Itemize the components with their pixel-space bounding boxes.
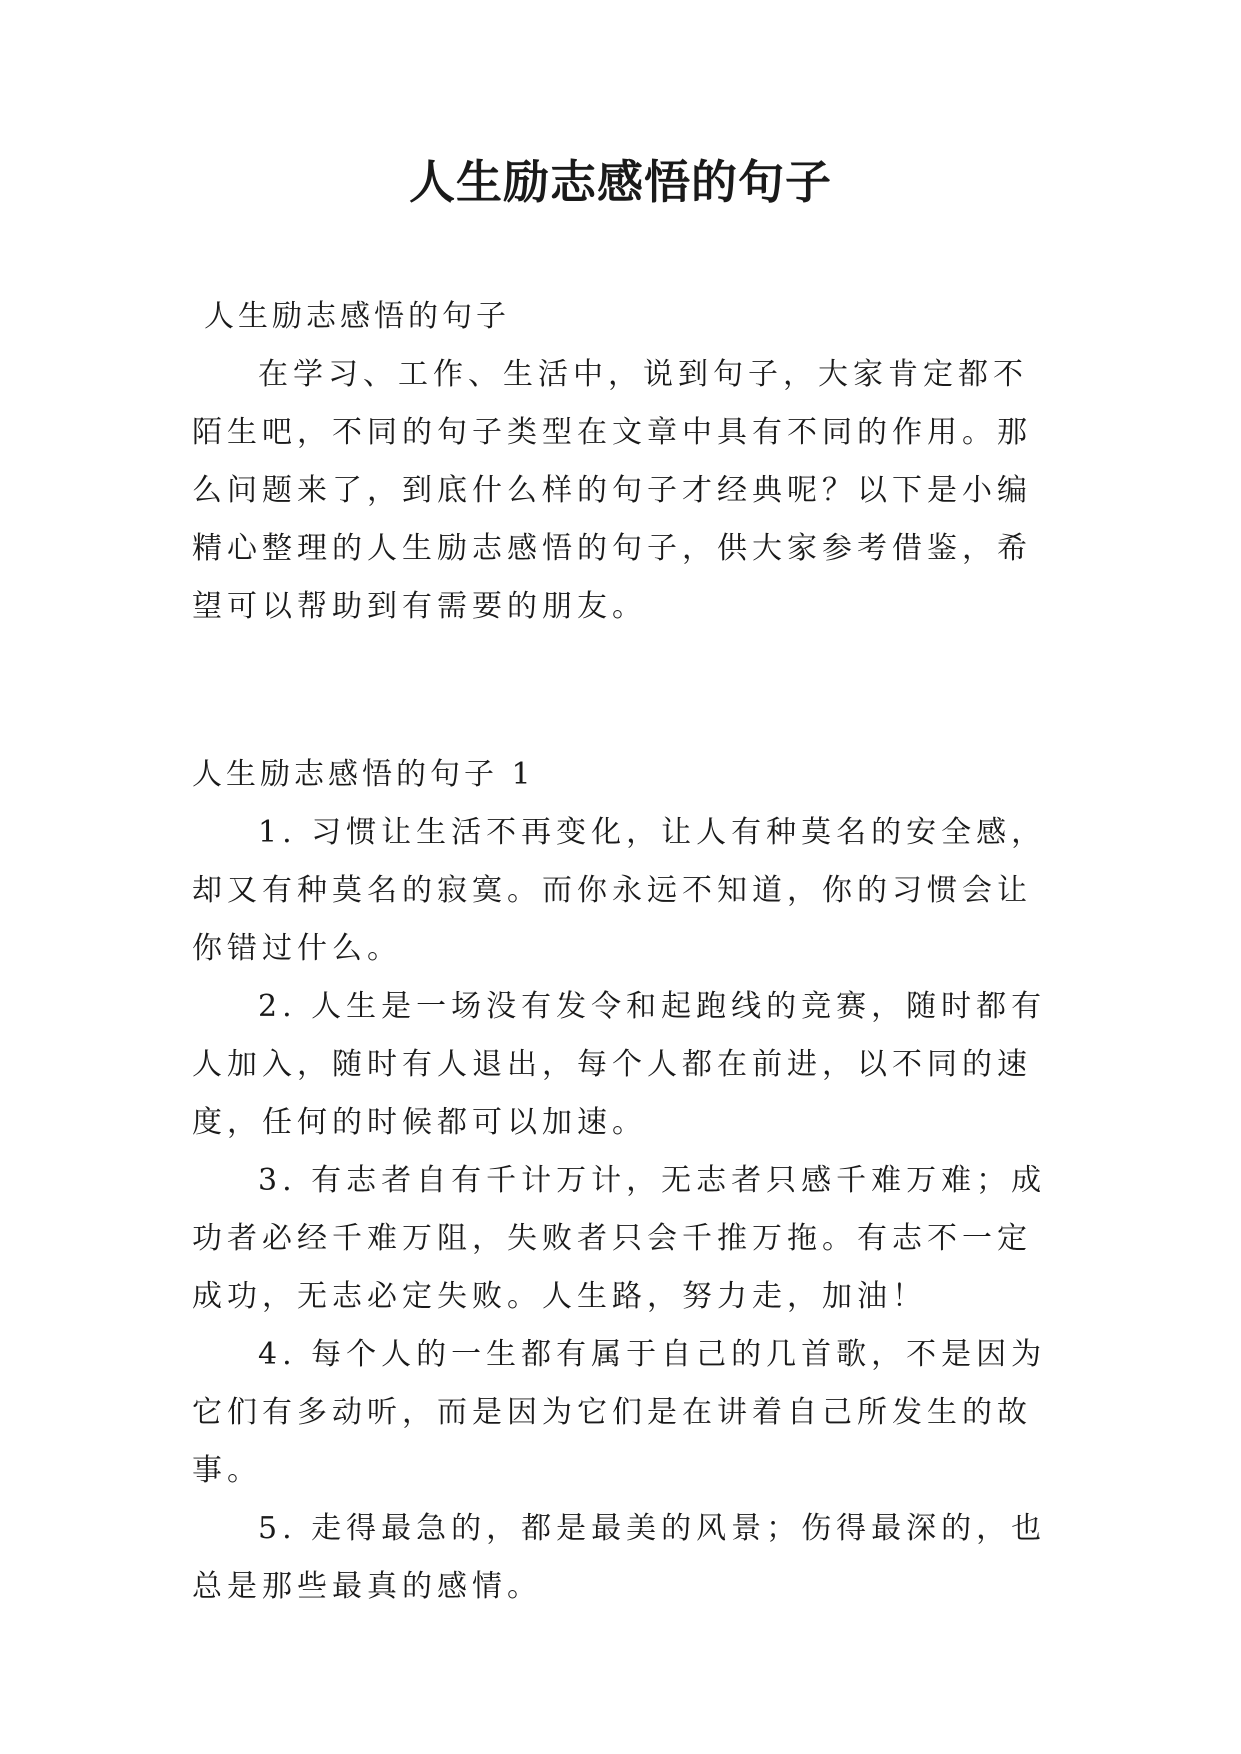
sentence-item: 4. 每个人的一生都有属于自己的几首歌，不是因为它们有多动听，而是因为它们是在讲着自己所发生的故事。 xyxy=(192,1337,1047,1488)
sentence-item: 5. 走得最急的，都是最美的风景；伤得最深的，也总是那些最真的感情。 xyxy=(192,1511,1047,1604)
sentence-item: 2. 人生是一场没有发令和起跑线的竞赛，随时都有人加入，随时有人退出，每个人都在前进，以不同的速度，任何的时候都可以加速。 xyxy=(192,989,1047,1140)
sentence-item: 1. 习惯让生活不再变化，让人有种莫名的安全感，却又有种莫名的寂寞。而你永远不知道，你的习惯会让你错过什么。 xyxy=(192,815,1047,966)
sentence-list xyxy=(192,804,1060,1616)
intro-paragraph: 在学习、工作、生活中，说到句子，大家肯定都不陌生吧，不同的句子类型在文章中具有不同的作用。那么问题来了，到底什么样的句子才经典呢？以下是小编精心整理的人生励志感悟的句子，供大家参考借鉴，希望可以帮助到有需要的朋友。 xyxy=(192,357,1032,624)
document-subtitle: 人生励志感悟的句子 xyxy=(204,299,510,334)
sentence-item: 3. 有志者自有千计万计，无志者只感千难万难；成功者必经千难万阻，失败者只会千推万拖。有志不一定成功，无志必定失败。人生路，努力走，加油！ xyxy=(192,1163,1047,1314)
section-heading: 人生励志感悟的句子 1 xyxy=(192,757,535,792)
document-title: 人生励志感悟的句子 xyxy=(409,155,832,209)
